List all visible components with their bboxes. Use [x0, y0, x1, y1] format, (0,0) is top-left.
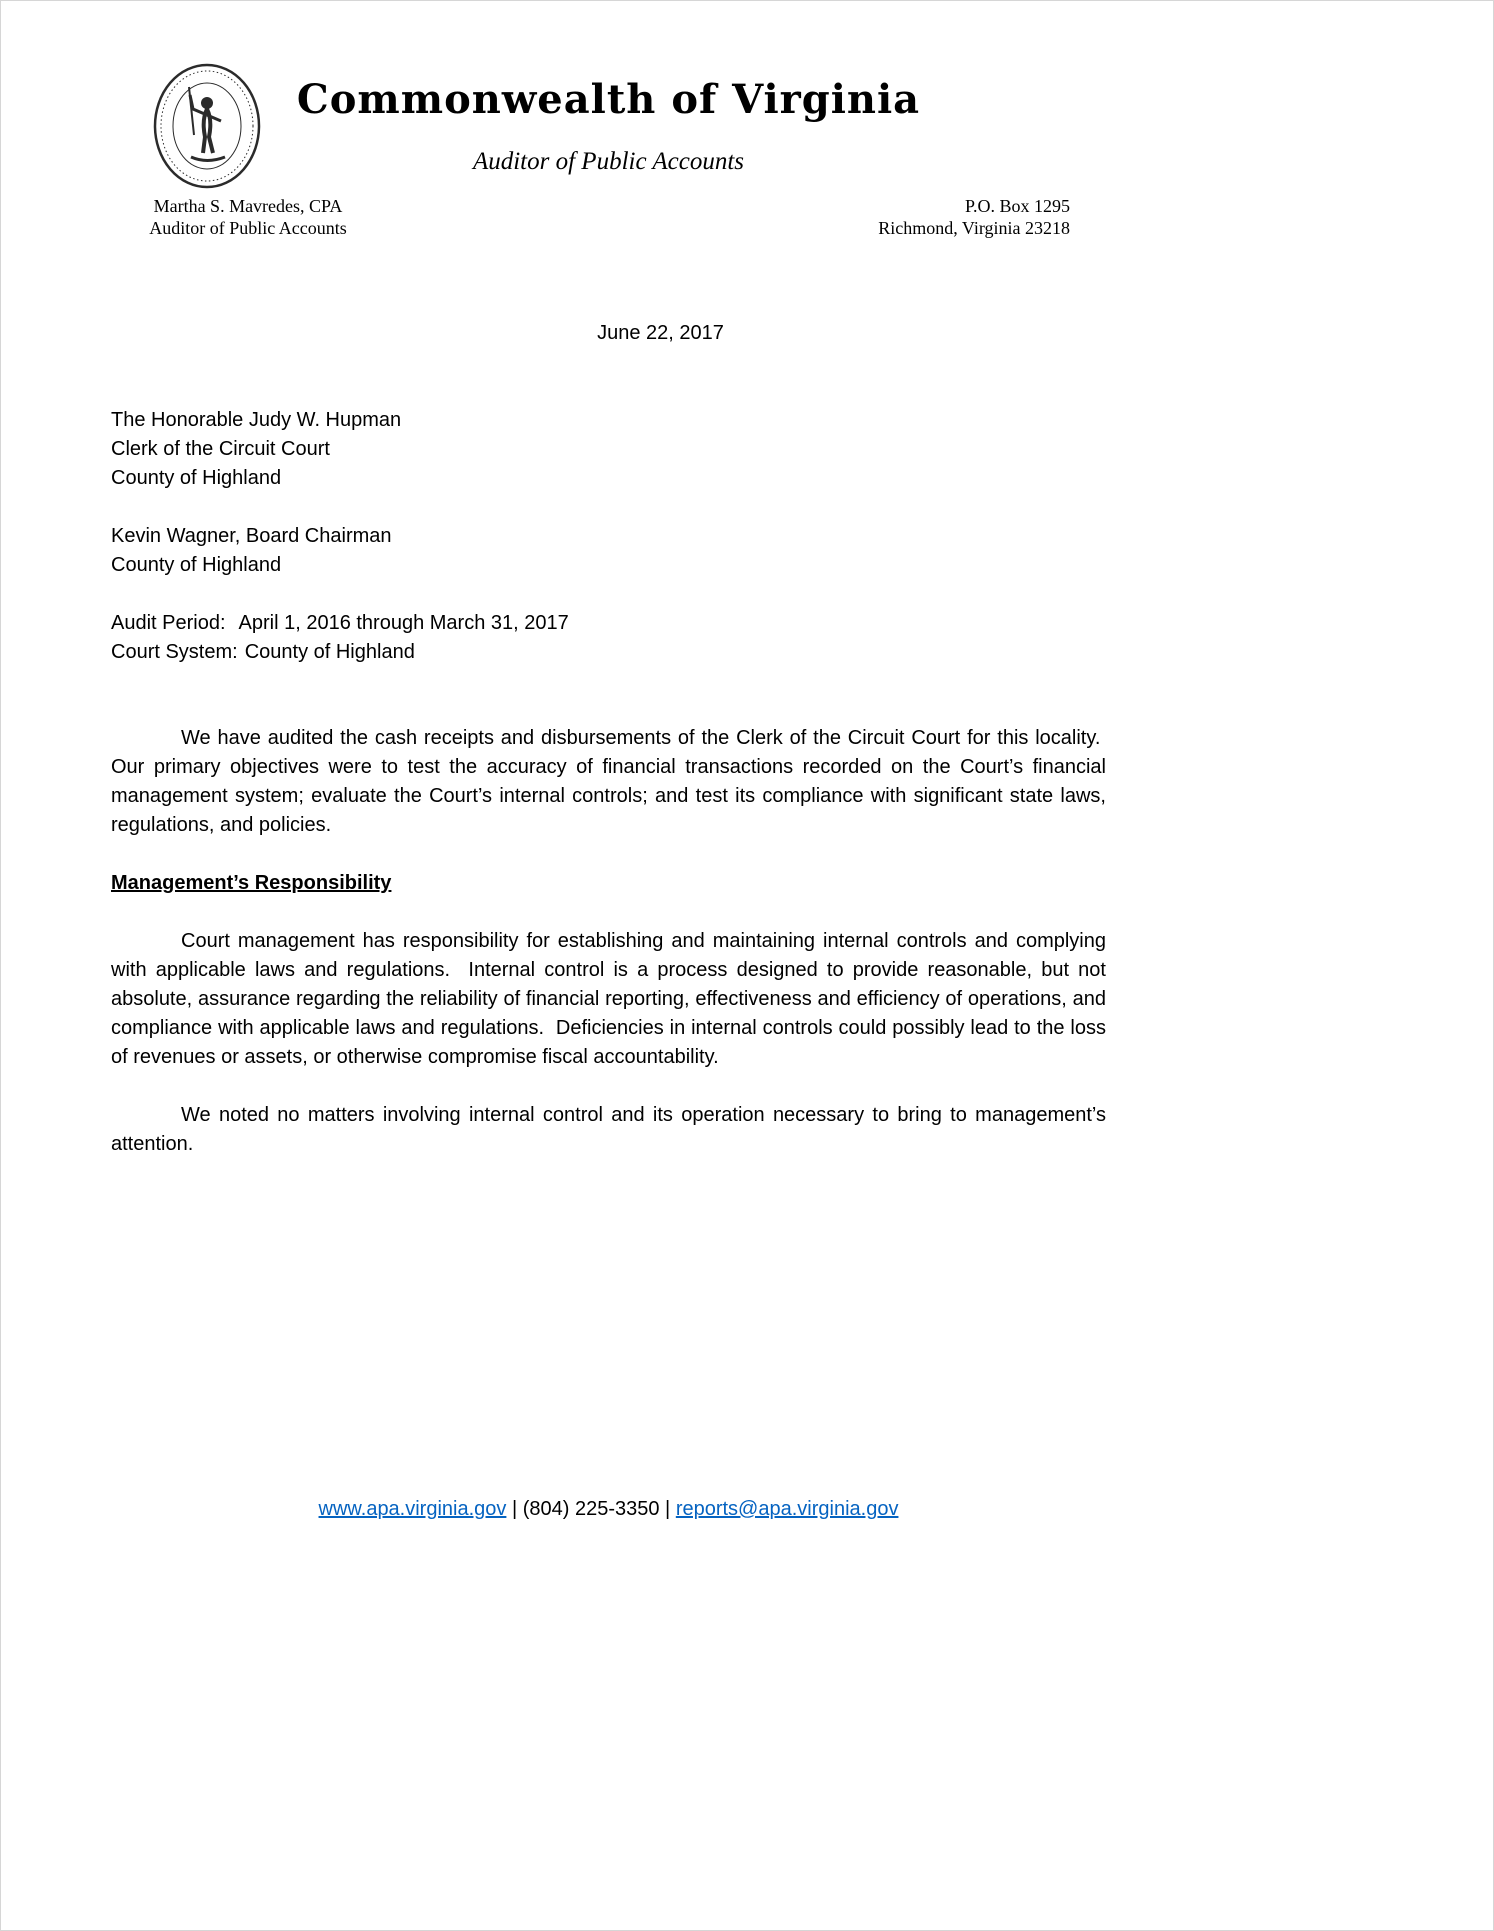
paragraph-internal-controls: Court management has responsibility for establishing and maintaining internal controls and complying with applicable laws and regulations. Internal control is a process designed to provide reasonable, but not absolute, assurance regarding the reliability of financial reporting, effectiveness and efficiency of operations, and compliance with applicable laws and regulations. Deficiencies in internal controls could possibly lead to the loss of revenues or assets, or otherwise compromise fiscal accountability. — [111, 930, 1106, 1068]
paragraph-intro: We have audited the cash receipts and disbursements of the Clerk of the Circuit Court for this locality. Our primary objectives were to test the accuracy of financial transactions recorded on the Court’s financial management system; evaluate the Court’s internal controls; and test its compliance with significant state laws, regulations, and policies. — [111, 727, 1106, 836]
email-link[interactable]: reports@apa.virginia.gov — [675, 1498, 899, 1520]
recipient-line: The Honorable Judy W. Hupman — [111, 409, 402, 431]
official-title: Auditor of Public Accounts — [149, 218, 347, 238]
footer-separator: | — [506, 1498, 523, 1520]
official-name: Martha S. Mavredes, CPA — [153, 196, 343, 216]
letter-footer — [111, 1495, 1106, 1524]
letterhead — [111, 1, 1106, 253]
phone-number: (804) 225-3350 — [522, 1498, 660, 1520]
website-link[interactable]: www.apa.virginia.gov — [318, 1498, 507, 1520]
audit-period-value: April 1, 2016 through March 31, 2017 — [238, 612, 569, 634]
recipient-line: Clerk of the Circuit Court — [111, 438, 330, 460]
audit-info-block — [111, 609, 1106, 667]
recipient-line: County of Highland — [111, 467, 282, 489]
address-block — [878, 195, 1070, 239]
paragraph-no-matters: We noted no matters involving internal control and its operation necessary to bring to management’s attention. — [111, 1104, 1106, 1155]
audit-period-label: Audit Period: — [111, 612, 226, 634]
footer-separator: | — [659, 1498, 676, 1520]
audit-period-line — [111, 609, 1106, 638]
court-system-value: County of Highland — [244, 641, 415, 663]
recipient-line: Kevin Wagner, Board Chairman — [111, 525, 392, 547]
org-subtitle: Auditor of Public Accounts — [472, 148, 745, 175]
recipient-line: County of Highland — [111, 554, 282, 576]
letter-content — [111, 1, 1106, 1159]
section-heading-managements-responsibility: Management’s Responsibility — [111, 872, 392, 894]
city-line: Richmond, Virginia 23218 — [878, 218, 1070, 238]
recipient-block-2 — [111, 522, 1106, 580]
po-box: P.O. Box 1295 — [964, 196, 1070, 216]
court-system-line — [111, 638, 1106, 667]
letter-date: June 22, 2017 — [597, 322, 724, 344]
court-system-label: Court System: — [111, 641, 238, 663]
official-block — [133, 195, 363, 239]
org-name: Commonwealth of Virginia — [296, 76, 921, 123]
recipient-block-1 — [111, 406, 1106, 493]
